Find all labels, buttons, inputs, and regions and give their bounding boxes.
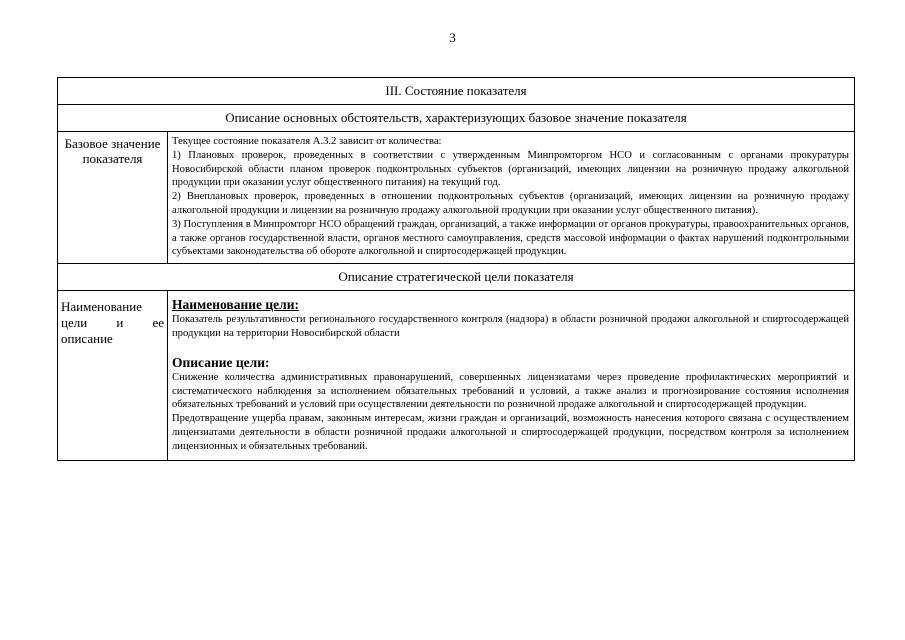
goal-desc-title: Описание цели: [172,354,270,370]
goal-desc-paragraph: Снижение количества административных правонарушений, совершенных лицензиатами через проведение профилактических мероприятий и систематического наблюдения за исполнением обязательных требований и условий, а также анализ и прогнозирование состояния исполнения обязательных требований и условий при осуществлении деятельности по розничной продаже алкогольной и спиртосодержащей продукции. [172,371,850,411]
goal-row [58,291,855,460]
goal-description [168,291,855,460]
goal-label: Наименование цели и ее описание [58,291,168,460]
goal-name-title: Наименование цели: [172,297,299,313]
base-value-paragraph: 1) Плановых проверок, проведенных в соответствии с утвержденным Минпромторгом НСО и согласованным с органами прокуратуры Новосибирской области планом проверок подконтрольных субъектов (организаций, имеющих лицензии на розничную продажу алкогольной продукции при оказании услуг общественного питания) на текущий год. [172,149,850,189]
base-value-row [58,132,855,264]
strategic-header-row [58,264,855,291]
base-value-paragraph: 3) Поступления в Минпромторг НСО обращений граждан, организаций, а также информации от органов прокуратуры, правоохранительных органов, а также органов государственной власти, органов местного самоуправления, средств массовой информации о фактах нарушений подконтрольными субъектами законодательства об обороте алкогольной и спиртосодержащей продукции. [172,218,850,258]
base-value-label: Базовое значение показателя [58,132,168,264]
goal-desc-paragraph: Предотвращение ущерба правам, законным интересам, жизни граждан и организаций, возможность нанесения которого связана с осуществлением лицензиатами деятельности в области розничной продажи алкогольной и спиртосодержащей продукции, посредством контроля за исполнением лицензионных и обязательных требований. [172,413,850,452]
base-value-description [168,132,855,264]
section-title: III. Состояние показателя [58,78,855,105]
goal-name-text: Показатель результативности регионального государственного контроля (надзора) в области розничной продажи алкогольной и спиртосодержащей продукции на территории Новосибирской области [172,314,850,339]
indicator-table [57,77,855,461]
page-number: 3 [449,30,456,45]
strategic-header: Описание стратегической цели показателя [58,264,855,291]
base-value-paragraph: Текущее состояние показателя А.3.2 зависит от количества: [172,136,442,147]
circumstances-header-row [58,105,855,132]
circumstances-header: Описание основных обстоятельств, характеризующих базовое значение показателя [58,105,855,132]
base-value-paragraph: 2) Внеплановых проверок, проведенных в отношении подконтрольных субъектов (организаций, имеющих лицензии на розничную продажу алкогольной продукции и лицензии на розничную продажу алкогольной продукции при оказании услуг общественного питания). [172,191,850,216]
section-title-row [58,78,855,105]
